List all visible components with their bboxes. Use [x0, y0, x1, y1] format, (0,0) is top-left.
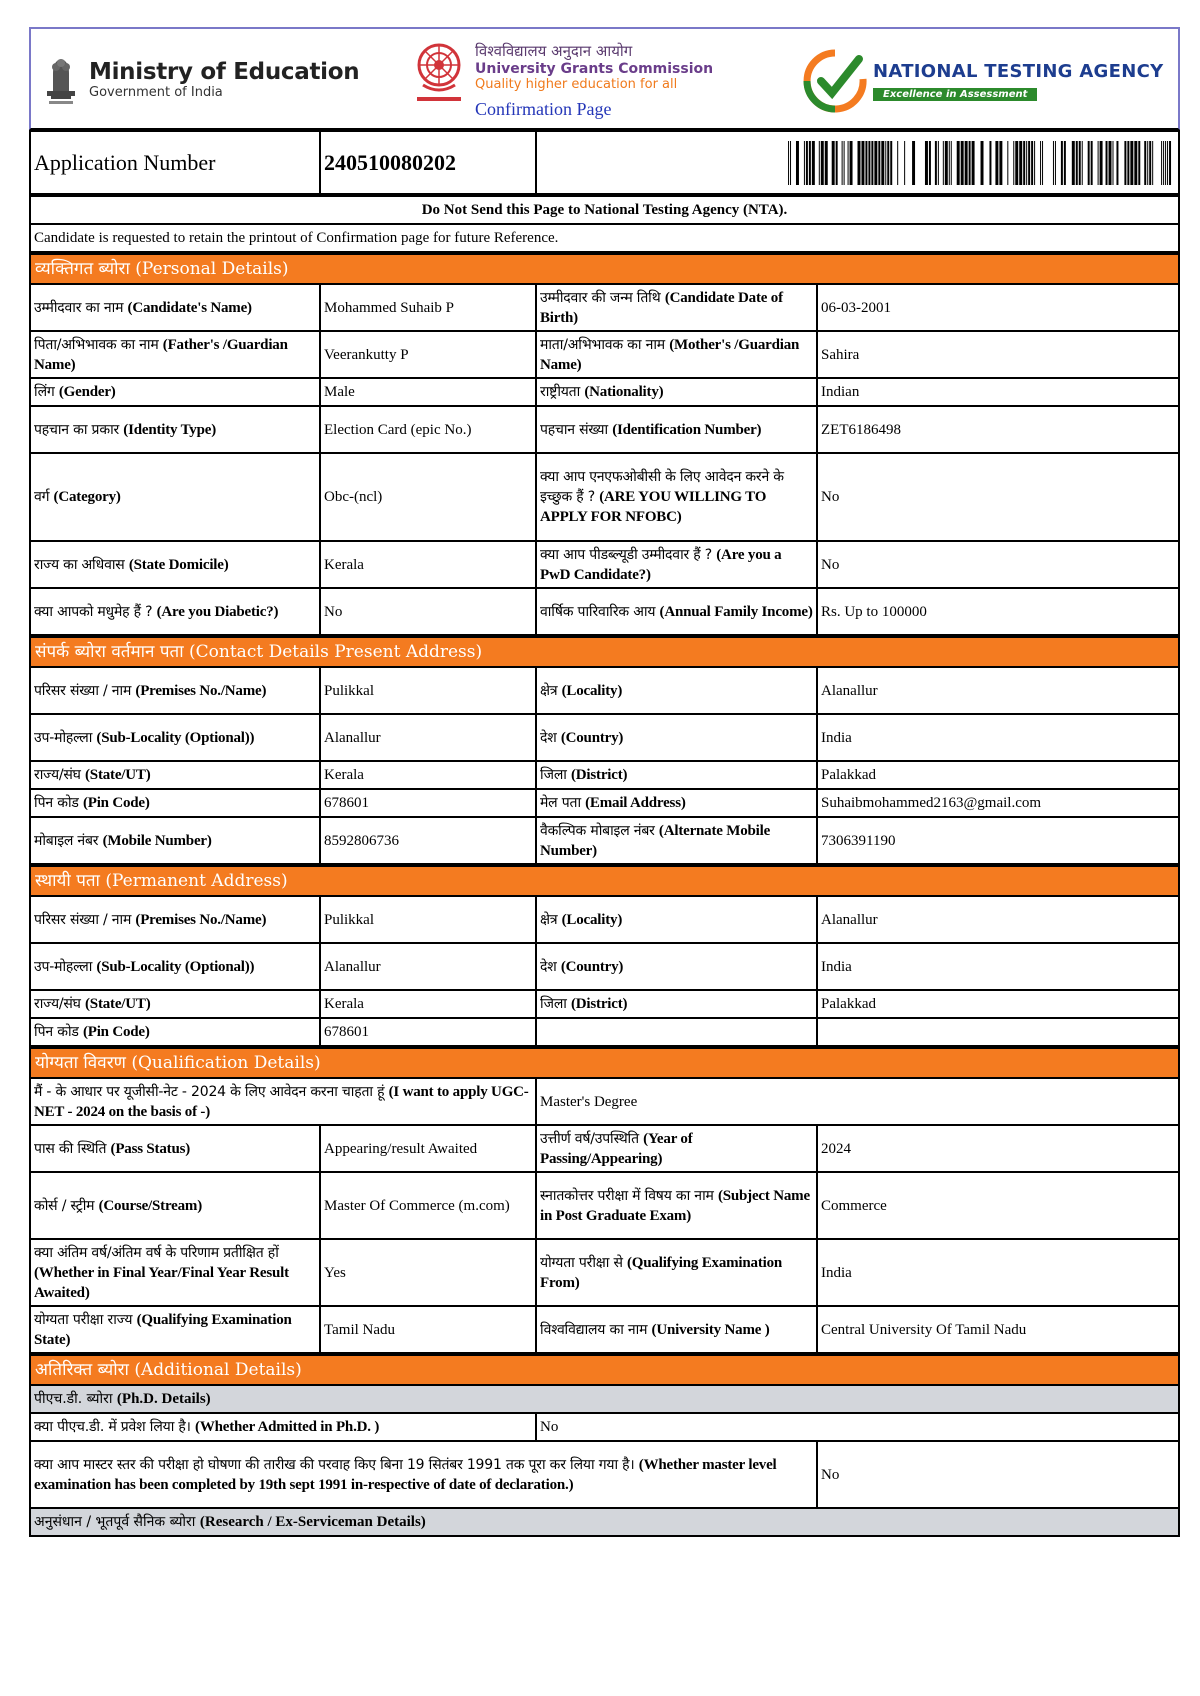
personal-details-table — [29, 253, 1180, 636]
barcode-bar — [1007, 141, 1008, 185]
label-father-name: पिता/अभिभावक का नाम (Father's /Guardian Name) — [30, 331, 320, 378]
notice-text: Do Not Send this Page to National Testing Agency (NTA). — [30, 196, 1179, 224]
contact-details-table — [29, 636, 1180, 865]
label-phd-admitted: क्या पीएच.डी. में प्रवेश लिया है। (Whether Admitted in Ph.D. ) — [30, 1413, 536, 1441]
barcode-bar — [995, 141, 998, 185]
value-mother-name: Sahira — [817, 331, 1179, 378]
table-row — [30, 406, 1179, 453]
moe-title: Ministry of Education — [89, 58, 360, 85]
barcode-bar — [812, 141, 815, 185]
barcode-bar — [819, 141, 820, 185]
value-category: Obc-(ncl) — [320, 453, 536, 541]
barcode-bar — [961, 141, 964, 185]
table-row — [30, 990, 1179, 1018]
permanent-address-table — [29, 865, 1180, 1047]
table-row — [30, 714, 1179, 761]
barcode-bar — [897, 141, 898, 185]
value-mobile: 8592806736 — [320, 817, 536, 864]
value-apply-basis: Master's Degree — [536, 1078, 1179, 1125]
label-identity-type: पहचान का प्रकार (Identity Type) — [30, 406, 320, 453]
barcode-bar — [969, 141, 971, 185]
barcode-bar — [881, 141, 884, 185]
barcode-bar — [945, 141, 948, 185]
value-locality: Alanallur — [817, 667, 1179, 714]
value-identification-number: ZET6186498 — [817, 406, 1179, 453]
label-identification-number: पहचान संख्या (Identification Number) — [536, 406, 817, 453]
barcode-bar — [1149, 141, 1151, 185]
barcode-bar — [1147, 141, 1148, 185]
barcode-bar — [850, 141, 853, 185]
value-nationality: Indian — [817, 378, 1179, 406]
barcode-bar — [1072, 141, 1075, 185]
label-university-name: विश्वविद्यालय का नाम (University Name ) — [536, 1306, 817, 1353]
moe-logo-block — [41, 51, 359, 107]
value-district: Palakkad — [817, 761, 1179, 789]
table-row — [30, 541, 1179, 588]
barcode-bar — [1082, 141, 1083, 185]
barcode-bar — [1116, 141, 1118, 185]
barcode-bar — [925, 141, 928, 185]
value-state: Kerala — [320, 990, 536, 1018]
barcode-bar — [1028, 141, 1030, 185]
value-alternate-mobile: 7306391190 — [817, 817, 1179, 864]
label-master-completed-1991: क्या आप मास्टर स्तर की परीक्षा हो घोषणा की तारीख की परवाह किए बिना 19 सितंबर 1991 तक पूरा कर लिया गया है। (Whether master level examination has been completed by 19th sept 1991 in-respective of date of declaration.) — [30, 1441, 817, 1508]
barcode-bar — [1161, 141, 1162, 185]
value-father-name: Veerankutty P — [320, 331, 536, 378]
barcode-bar — [1144, 141, 1146, 185]
barcode-bar — [1079, 141, 1081, 185]
value-locality: Alanallur — [817, 896, 1179, 943]
additional-details-table — [29, 1354, 1180, 1537]
barcode-bar — [1026, 141, 1027, 185]
barcode-bar — [965, 141, 968, 185]
label-locality: क्षेत्र (Locality) — [536, 896, 817, 943]
barcode-bar — [1169, 141, 1171, 185]
value-country: India — [817, 943, 1179, 990]
nta-title: NATIONAL TESTING AGENCY — [873, 61, 1164, 82]
barcode-bar — [809, 141, 811, 185]
barcode-bar — [1127, 141, 1129, 185]
label-course: कोर्स / स्ट्रीम (Course/Stream) — [30, 1172, 320, 1239]
value-pass-status: Appearing/result Awaited — [320, 1125, 536, 1172]
barcode-bar — [1013, 141, 1014, 185]
barcode-bar — [1053, 141, 1054, 185]
section-permanent-address: स्थायी पता (Permanent Address) — [30, 866, 1179, 896]
barcode-bar — [825, 141, 828, 185]
value-identity-type: Election Card (epic No.) — [320, 406, 536, 453]
table-row — [30, 331, 1179, 378]
barcode-bar — [1106, 141, 1108, 185]
barcode-bar — [904, 141, 905, 185]
label-locality: क्षेत्र (Locality) — [536, 667, 817, 714]
section-qualification-details: योग्यता विवरण (Qualification Details) — [30, 1048, 1179, 1078]
retain-note: Candidate is requested to retain the printout of Confirmation page for future Reference. — [30, 224, 1179, 252]
barcode-bar — [912, 141, 915, 185]
barcode-bar — [1019, 141, 1022, 185]
barcode-bar — [848, 141, 849, 185]
value-master-completed-1991: No — [817, 1441, 1179, 1508]
value-pin-code: 678601 — [320, 1018, 536, 1046]
table-row — [30, 1441, 1179, 1508]
label-subject-name: स्नातकोत्तर परीक्षा में विषय का नाम (Subject Name in Post Graduate Exam) — [536, 1172, 817, 1239]
value-qualifying-exam-from: India — [817, 1239, 1179, 1306]
barcode-bar — [887, 141, 889, 185]
barcode-bar — [796, 141, 799, 185]
barcode-cell — [536, 131, 1179, 194]
label-district: जिला (District) — [536, 761, 817, 789]
label-annual-income: वार्षिक पारिवारिक आय (Annual Family Income) — [536, 588, 817, 635]
barcode-bar — [1091, 141, 1093, 185]
moe-subtitle: Government of India — [89, 84, 223, 100]
table-row — [30, 1172, 1179, 1239]
value-final-year: Yes — [320, 1239, 536, 1306]
table-row — [30, 943, 1179, 990]
label-pin-code: पिन कोड (Pin Code) — [30, 1018, 320, 1046]
table-row — [30, 1413, 1179, 1441]
barcode-bar — [1124, 141, 1126, 185]
table-row — [30, 378, 1179, 406]
barcode-bar — [890, 141, 892, 185]
barcode-bar — [972, 141, 975, 185]
value-course: Master Of Commerce (m.com) — [320, 1172, 536, 1239]
barcode-bar — [844, 141, 845, 185]
section-additional-details: अतिरिक्त ब्योरा (Additional Details) — [30, 1355, 1179, 1385]
barcode-bar — [1088, 141, 1090, 185]
label-qualifying-exam-from: योग्यता परीक्षा से (Qualifying Examination From) — [536, 1239, 817, 1306]
label-mother-name: माता/अभिभावक का नाम (Mother's /Guardian Name) — [536, 331, 817, 378]
barcode-bar — [1040, 141, 1041, 185]
value-district: Palakkad — [817, 990, 1179, 1018]
barcode-bar — [804, 141, 805, 185]
nta-checkmark-icon — [803, 49, 867, 113]
barcode-bar — [938, 141, 939, 185]
table-row — [30, 1018, 1179, 1046]
value-pin-code: 678601 — [320, 789, 536, 817]
barcode-bar — [1130, 141, 1133, 185]
application-table — [29, 130, 1180, 195]
national-emblem-icon — [41, 51, 81, 107]
barcode-bar — [1138, 141, 1140, 185]
barcode-bar — [1167, 141, 1168, 185]
label-gender: लिंग (Gender) — [30, 378, 320, 406]
label-final-year: क्या अंतिम वर्ष/अंतिम वर्ष के परिणाम प्रतीक्षित हों (Whether in Final Year/Final Year Result Awaited) — [30, 1239, 320, 1306]
barcode-bar — [885, 141, 886, 185]
label-sub-locality: उप-मोहल्ला (Sub-Locality (Optional)) — [30, 943, 320, 990]
value-premises: Pulikkal — [320, 896, 536, 943]
table-row — [30, 1125, 1179, 1172]
value-qualifying-exam-state: Tamil Nadu — [320, 1306, 536, 1353]
qualification-details-table — [29, 1047, 1180, 1354]
barcode-bar — [1109, 141, 1112, 185]
barcode-bar — [832, 141, 835, 185]
barcode-bar — [1061, 141, 1063, 185]
label-state: राज्य/संघ (State/UT) — [30, 990, 320, 1018]
table-row — [30, 284, 1179, 331]
value-pwd: No — [817, 541, 1179, 588]
ugc-emblem-icon — [409, 41, 469, 105]
value-phd-admitted: No — [536, 1413, 1179, 1441]
label-district: जिला (District) — [536, 990, 817, 1018]
value-gender: Male — [320, 378, 536, 406]
barcode-bar — [1098, 141, 1099, 185]
subsection-phd-details: पीएच.डी. ब्योरा (Ph.D. Details) — [30, 1385, 1179, 1413]
page-header — [29, 27, 1180, 130]
page-title: Confirmation Page — [475, 99, 612, 119]
label-qualifying-exam-state: योग्यता परीक्षा राज्य (Qualifying Examination State) — [30, 1306, 320, 1353]
barcode-bar — [861, 141, 864, 185]
barcode-bar — [929, 141, 931, 185]
value-date-of-birth: 06-03-2001 — [817, 284, 1179, 331]
value-premises: Pulikkal — [320, 667, 536, 714]
barcode-bar — [1023, 141, 1025, 185]
label-pass-status: पास की स्थिति (Pass Status) — [30, 1125, 320, 1172]
label-candidate-name: उम्मीदवार का नाम (Candidate's Name) — [30, 284, 320, 331]
barcode-bar — [951, 141, 952, 185]
value-diabetic: No — [320, 588, 536, 635]
barcode-bar — [1042, 141, 1043, 185]
value-email: Suhaibmohammed2163@gmail.com — [817, 789, 1179, 817]
table-row — [30, 896, 1179, 943]
barcode-bar — [957, 141, 960, 185]
barcode-bar — [1034, 141, 1035, 185]
label-country: देश (Country) — [536, 943, 817, 990]
barcode-bar — [878, 141, 880, 185]
ugc-tagline: Quality higher education for all — [475, 77, 678, 92]
confirmation-page — [29, 27, 1180, 1537]
label-email: मेल पता (Email Address) — [536, 789, 817, 817]
barcode-bar — [1100, 141, 1103, 185]
empty-cell — [817, 1018, 1179, 1046]
value-state-domicile: Kerala — [320, 541, 536, 588]
label-state: राज्य/संघ (State/UT) — [30, 761, 320, 789]
barcode-bar — [1152, 141, 1153, 185]
label-sub-locality: उप-मोहल्ला (Sub-Locality (Optional)) — [30, 714, 320, 761]
ugc-name: University Grants Commission — [475, 61, 714, 77]
nta-logo-block — [803, 49, 1163, 113]
table-row — [30, 789, 1179, 817]
label-mobile: मोबाइल नंबर (Mobile Number) — [30, 817, 320, 864]
table-row — [30, 1239, 1179, 1306]
section-personal-details: व्यक्तिगत ब्योरा (Personal Details) — [30, 254, 1179, 284]
table-row — [30, 817, 1179, 864]
label-state-domicile: राज्य का अधिवास (State Domicile) — [30, 541, 320, 588]
label-diabetic: क्या आपको मधुमेह हैं ? (Are you Diabetic?) — [30, 588, 320, 635]
value-subject-name: Commerce — [817, 1172, 1179, 1239]
barcode-bar — [788, 141, 789, 185]
label-date-of-birth: उम्मीदवार की जन्म तिथि (Candidate Date of Birth) — [536, 284, 817, 331]
notice-table — [29, 195, 1180, 253]
barcode-bar — [806, 141, 808, 185]
barcode-bar — [858, 141, 861, 185]
value-university-name: Central University Of Tamil Nadu — [817, 1306, 1179, 1353]
barcode-bar — [1064, 141, 1066, 185]
barcode-bar — [842, 141, 843, 185]
barcode-bar — [1031, 141, 1033, 185]
barcode-bar — [989, 141, 991, 185]
section-contact-details: संपर्क ब्योरा वर्तमान पता (Contact Details Present Address) — [30, 637, 1179, 667]
table-row — [30, 761, 1179, 789]
table-row — [30, 667, 1179, 714]
barcode-bar — [949, 141, 950, 185]
ugc-logo-block — [409, 41, 713, 105]
barcode-bar — [1076, 141, 1078, 185]
barcode-bar — [1015, 141, 1018, 185]
label-nationality: राष्ट्रीयता (Nationality) — [536, 378, 817, 406]
barcode-bar — [1112, 141, 1113, 185]
application-number-value: 240510080202 — [320, 131, 536, 194]
table-row — [30, 1078, 1179, 1125]
barcode-bar — [790, 141, 791, 185]
barcode-bar — [1055, 141, 1056, 185]
barcode-bar — [981, 141, 984, 185]
subsection-research-details: अनुसंधान / भूतपूर्व सैनिक ब्योरा (Research / Ex-Serviceman Details) — [30, 1508, 1179, 1536]
label-category: वर्ग (Category) — [30, 453, 320, 541]
table-row — [30, 1306, 1179, 1353]
barcode-bar — [1163, 141, 1164, 185]
value-annual-income: Rs. Up to 100000 — [817, 588, 1179, 635]
barcode-bar — [999, 141, 1002, 185]
barcode-bar — [874, 141, 877, 185]
application-number-label: Application Number — [30, 131, 320, 194]
barcode-bar — [943, 141, 944, 185]
label-premises: परिसर संख्या / नाम (Premises No./Name) — [30, 896, 320, 943]
barcode-bar — [871, 141, 873, 185]
value-sub-locality: Alanallur — [320, 714, 536, 761]
value-candidate-name: Mohammed Suhaib P — [320, 284, 536, 331]
barcode-bar — [1134, 141, 1137, 185]
table-row — [30, 588, 1179, 635]
label-country: देश (Country) — [536, 714, 817, 761]
barcode-image — [540, 139, 1175, 187]
label-pwd: क्या आप पीडब्ल्यूडी उम्मीदवार हैं ? (Are you a PwD Candidate?) — [536, 541, 817, 588]
label-apply-basis: मैं - के आधार पर यूजीसी-नेट - 2024 के लिए आवेदन करना चाहता हूं (I want to apply UGC-NET - 2024 on the basis of -) — [30, 1078, 536, 1125]
table-row — [30, 453, 1179, 541]
label-year-of-passing: उत्तीर्ण वर्ष/उपस्थिति (Year of Passing/Appearing) — [536, 1125, 817, 1172]
empty-cell — [536, 1018, 817, 1046]
label-alternate-mobile: वैकल्पिक मोबाइल नंबर (Alternate Mobile Number) — [536, 817, 817, 864]
value-year-of-passing: 2024 — [817, 1125, 1179, 1172]
value-sub-locality: Alanallur — [320, 943, 536, 990]
label-nfobc: क्या आप एनएफओबीसी के लिए आवेदन करने के इच्छुक हैं ? (ARE YOU WILLING TO APPLY FOR NFOBC) — [536, 453, 817, 541]
barcode-bar — [821, 141, 824, 185]
value-nfobc: No — [817, 453, 1179, 541]
ugc-hindi-name: विश्वविद्यालय अनुदान आयोग — [475, 42, 633, 60]
barcode-bar — [1165, 141, 1166, 185]
value-state: Kerala — [320, 761, 536, 789]
label-premises: परिसर संख्या / नाम (Premises No./Name) — [30, 667, 320, 714]
label-pin-code: पिन कोड (Pin Code) — [30, 789, 320, 817]
nta-tagline: Excellence in Assessment — [873, 88, 1037, 101]
barcode-bar — [868, 141, 870, 185]
barcode-bar — [935, 141, 937, 185]
value-country: India — [817, 714, 1179, 761]
barcode-bar — [836, 141, 838, 185]
barcode-bar — [865, 141, 867, 185]
